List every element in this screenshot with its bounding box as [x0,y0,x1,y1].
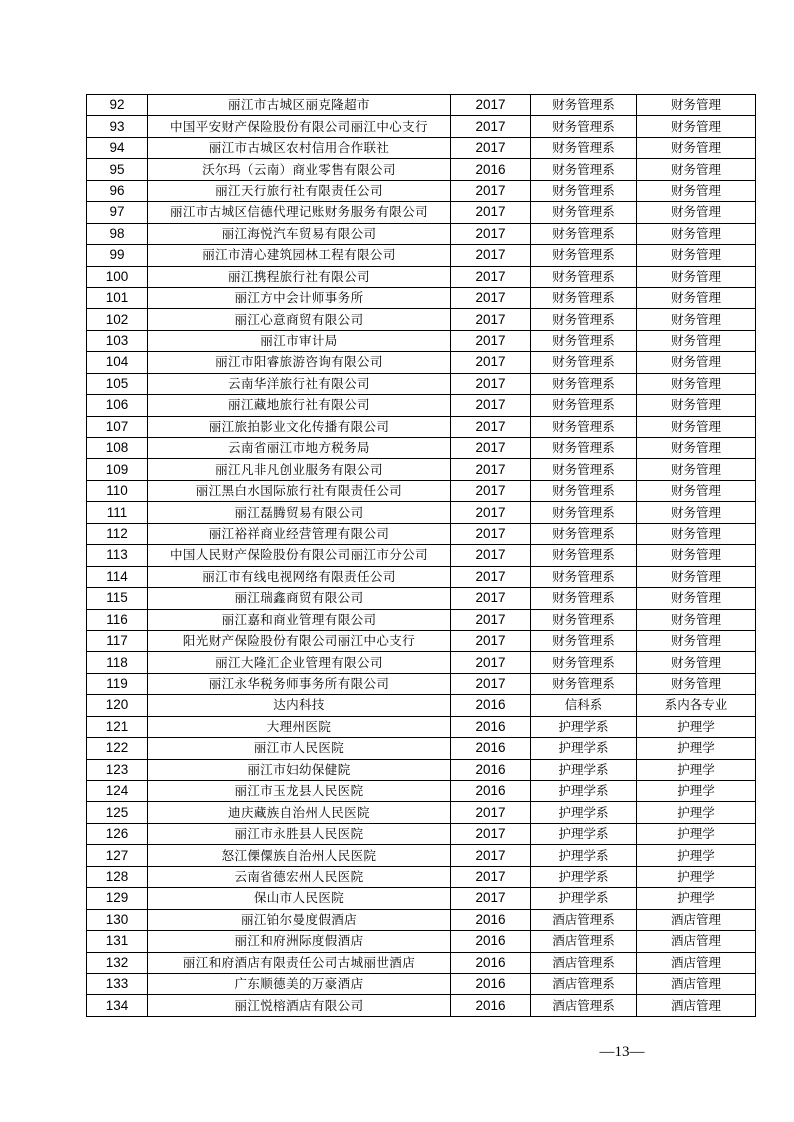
year-cell: 2017 [451,823,531,844]
unit-name-cell: 丽江裕祥商业经营管理有限公司 [148,523,451,544]
year-cell: 2017 [451,223,531,244]
row-number-cell: 94 [87,137,148,158]
year-cell: 2017 [451,566,531,587]
year-cell: 2017 [451,588,531,609]
table-row [87,438,756,459]
row-number-cell: 96 [87,180,148,201]
year-cell: 2017 [451,523,531,544]
year-cell: 2017 [451,416,531,437]
department-cell: 财务管理系 [531,523,637,544]
department-cell: 财务管理系 [531,416,637,437]
department-cell: 护理学系 [531,802,637,823]
unit-name-cell: 丽江市永胜县人民医院 [148,823,451,844]
major-cell: 酒店管理 [637,931,756,952]
row-number-cell: 123 [87,759,148,780]
unit-name-cell: 丽江方中会计师事务所 [148,287,451,308]
department-cell: 财务管理系 [531,116,637,137]
unit-name-cell: 云南华洋旅行社有限公司 [148,373,451,394]
table-row [87,609,756,630]
row-number-cell: 110 [87,480,148,501]
row-number-cell: 97 [87,202,148,223]
unit-name-cell: 丽江心意商贸有限公司 [148,309,451,330]
year-cell: 2017 [451,309,531,330]
department-cell: 财务管理系 [531,95,637,116]
year-cell: 2016 [451,716,531,737]
row-number-cell: 125 [87,802,148,823]
department-cell: 财务管理系 [531,287,637,308]
major-cell: 财务管理 [637,438,756,459]
unit-name-cell: 中国人民财产保险股份有限公司丽江市分公司 [148,545,451,566]
major-cell: 财务管理 [637,502,756,523]
department-cell: 护理学系 [531,738,637,759]
year-cell: 2017 [451,545,531,566]
row-number-cell: 133 [87,973,148,994]
department-cell: 护理学系 [531,845,637,866]
table-row [87,373,756,394]
table-row [87,352,756,373]
unit-name-cell: 丽江和府洲际度假酒店 [148,931,451,952]
table-row [87,223,756,244]
table-row [87,266,756,287]
year-cell: 2016 [451,952,531,973]
year-cell: 2017 [451,609,531,630]
unit-name-cell: 迪庆藏族自治州人民医院 [148,802,451,823]
year-cell: 2017 [451,137,531,158]
row-number-cell: 124 [87,781,148,802]
year-cell: 2016 [451,738,531,759]
table-row [87,909,756,930]
unit-name-cell: 丽江旅拍影业文化传播有限公司 [148,416,451,437]
year-cell: 2016 [451,759,531,780]
unit-name-cell: 丽江市妇幼保健院 [148,759,451,780]
page-number: —13— [599,1044,645,1060]
department-cell: 财务管理系 [531,180,637,201]
table-row [87,888,756,909]
department-cell: 财务管理系 [531,480,637,501]
unit-name-cell: 丽江黑白水国际旅行社有限责任公司 [148,480,451,501]
table-row [87,480,756,501]
table-row [87,566,756,587]
major-cell: 护理学 [637,802,756,823]
row-number-cell: 117 [87,630,148,651]
unit-name-cell: 中国平安财产保险股份有限公司丽江中心支行 [148,116,451,137]
table-row [87,202,756,223]
major-cell: 财务管理 [637,395,756,416]
row-number-cell: 99 [87,245,148,266]
year-cell: 2017 [451,845,531,866]
year-cell: 2017 [451,330,531,351]
table-row [87,137,756,158]
table-row [87,523,756,544]
department-cell: 护理学系 [531,716,637,737]
year-cell: 2017 [451,352,531,373]
unit-name-cell: 丽江凡非凡创业服务有限公司 [148,459,451,480]
major-cell: 财务管理 [637,202,756,223]
major-cell: 财务管理 [637,95,756,116]
table-row [87,180,756,201]
major-cell: 财务管理 [637,673,756,694]
year-cell: 2016 [451,781,531,802]
major-cell: 护理学 [637,738,756,759]
unit-name-cell: 丽江市阳睿旅游咨询有限公司 [148,352,451,373]
major-cell: 酒店管理 [637,909,756,930]
major-cell: 财务管理 [637,330,756,351]
year-cell: 2017 [451,202,531,223]
major-cell: 财务管理 [637,223,756,244]
major-cell: 财务管理 [637,545,756,566]
major-cell: 护理学 [637,781,756,802]
major-cell: 财务管理 [637,588,756,609]
department-cell: 财务管理系 [531,588,637,609]
department-cell: 酒店管理系 [531,995,637,1016]
unit-name-cell: 丽江市古城区丽克隆超市 [148,95,451,116]
row-number-cell: 106 [87,395,148,416]
row-number-cell: 131 [87,931,148,952]
unit-name-cell: 丽江市人民医院 [148,738,451,759]
major-cell: 财务管理 [637,352,756,373]
unit-name-cell: 丽江携程旅行社有限公司 [148,266,451,287]
major-cell: 酒店管理 [637,973,756,994]
major-cell: 酒店管理 [637,952,756,973]
unit-name-cell: 丽江大隆汇企业管理有限公司 [148,652,451,673]
major-cell: 财务管理 [637,159,756,180]
row-number-cell: 100 [87,266,148,287]
year-cell: 2017 [451,287,531,308]
unit-name-cell: 怒江傈僳族自治州人民医院 [148,845,451,866]
row-number-cell: 118 [87,652,148,673]
department-cell: 护理学系 [531,866,637,887]
major-cell: 财务管理 [637,245,756,266]
year-cell: 2017 [451,266,531,287]
row-number-cell: 126 [87,823,148,844]
department-cell: 护理学系 [531,781,637,802]
unit-name-cell: 保山市人民医院 [148,888,451,909]
major-cell: 护理学 [637,888,756,909]
major-cell: 护理学 [637,716,756,737]
department-cell: 财务管理系 [531,352,637,373]
row-number-cell: 113 [87,545,148,566]
table-row [87,545,756,566]
unit-name-cell: 丽江市有线电视网络有限责任公司 [148,566,451,587]
row-number-cell: 122 [87,738,148,759]
row-number-cell: 121 [87,716,148,737]
table-row [87,309,756,330]
department-cell: 财务管理系 [531,245,637,266]
unit-name-cell: 丽江天行旅行社有限责任公司 [148,180,451,201]
table-row [87,287,756,308]
department-cell: 财务管理系 [531,159,637,180]
department-cell: 财务管理系 [531,330,637,351]
row-number-cell: 92 [87,95,148,116]
major-cell: 财务管理 [637,287,756,308]
table-row [87,695,756,716]
table-row [87,845,756,866]
table-row [87,823,756,844]
row-number-cell: 103 [87,330,148,351]
department-cell: 酒店管理系 [531,909,637,930]
department-cell: 护理学系 [531,759,637,780]
table-row [87,330,756,351]
table-row [87,116,756,137]
year-cell: 2017 [451,866,531,887]
unit-name-cell: 广东顺德美的万豪酒店 [148,973,451,994]
row-number-cell: 102 [87,309,148,330]
unit-name-cell: 丽江嘉和商业管理有限公司 [148,609,451,630]
major-cell: 财务管理 [637,523,756,544]
table-row [87,781,756,802]
year-cell: 2017 [451,673,531,694]
unit-name-cell: 丽江铂尔曼度假酒店 [148,909,451,930]
row-number-cell: 129 [87,888,148,909]
table-body [87,95,756,1017]
row-number-cell: 105 [87,373,148,394]
year-cell: 2017 [451,480,531,501]
major-cell: 财务管理 [637,459,756,480]
table-row [87,416,756,437]
unit-name-cell: 丽江永华税务师事务所有限公司 [148,673,451,694]
table-row [87,973,756,994]
table-row [87,952,756,973]
row-number-cell: 93 [87,116,148,137]
year-cell: 2016 [451,973,531,994]
unit-name-cell: 阳光财产保险股份有限公司丽江中心支行 [148,630,451,651]
row-number-cell: 95 [87,159,148,180]
department-cell: 财务管理系 [531,438,637,459]
unit-name-cell: 丽江海悦汽车贸易有限公司 [148,223,451,244]
department-cell: 财务管理系 [531,459,637,480]
unit-name-cell: 达内科技 [148,695,451,716]
table-row [87,245,756,266]
table-row [87,588,756,609]
department-cell: 财务管理系 [531,566,637,587]
unit-name-cell: 丽江瑞鑫商贸有限公司 [148,588,451,609]
major-cell: 财务管理 [637,137,756,158]
unit-name-cell: 丽江市清心建筑园林工程有限公司 [148,245,451,266]
unit-name-cell: 丽江市审计局 [148,330,451,351]
year-cell: 2017 [451,802,531,823]
department-cell: 护理学系 [531,888,637,909]
table-row [87,931,756,952]
year-cell: 2016 [451,159,531,180]
year-cell: 2017 [451,395,531,416]
department-cell: 财务管理系 [531,673,637,694]
major-cell: 财务管理 [637,652,756,673]
unit-name-cell: 大理州医院 [148,716,451,737]
department-cell: 财务管理系 [531,630,637,651]
department-cell: 酒店管理系 [531,952,637,973]
year-cell: 2017 [451,630,531,651]
table-row [87,459,756,480]
partner-units-table-container [86,94,755,1017]
major-cell: 财务管理 [637,373,756,394]
table-row [87,738,756,759]
year-cell: 2016 [451,995,531,1016]
major-cell: 财务管理 [637,180,756,201]
unit-name-cell: 丽江市古城区农村信用合作联社 [148,137,451,158]
major-cell: 财务管理 [637,609,756,630]
department-cell: 财务管理系 [531,502,637,523]
row-number-cell: 127 [87,845,148,866]
table-row [87,759,756,780]
major-cell: 财务管理 [637,630,756,651]
row-number-cell: 116 [87,609,148,630]
year-cell: 2017 [451,245,531,266]
row-number-cell: 134 [87,995,148,1016]
unit-name-cell: 丽江磊腾贸易有限公司 [148,502,451,523]
department-cell: 财务管理系 [531,652,637,673]
row-number-cell: 109 [87,459,148,480]
major-cell: 财务管理 [637,416,756,437]
table-row [87,866,756,887]
year-cell: 2017 [451,438,531,459]
table-row [87,802,756,823]
unit-name-cell: 丽江藏地旅行社有限公司 [148,395,451,416]
row-number-cell: 130 [87,909,148,930]
year-cell: 2017 [451,95,531,116]
unit-name-cell: 丽江市古城区信德代理记账财务服务有限公司 [148,202,451,223]
major-cell: 护理学 [637,866,756,887]
major-cell: 系内各专业 [637,695,756,716]
row-number-cell: 128 [87,866,148,887]
unit-name-cell: 云南省德宏州人民医院 [148,866,451,887]
year-cell: 2017 [451,373,531,394]
department-cell: 财务管理系 [531,609,637,630]
major-cell: 护理学 [637,823,756,844]
row-number-cell: 114 [87,566,148,587]
year-cell: 2017 [451,459,531,480]
table-row [87,502,756,523]
table-row [87,95,756,116]
department-cell: 财务管理系 [531,309,637,330]
year-cell: 2017 [451,180,531,201]
year-cell: 2017 [451,116,531,137]
unit-name-cell: 沃尔玛（云南）商业零售有限公司 [148,159,451,180]
year-cell: 2017 [451,652,531,673]
major-cell: 财务管理 [637,116,756,137]
department-cell: 酒店管理系 [531,931,637,952]
major-cell: 财务管理 [637,480,756,501]
year-cell: 2016 [451,695,531,716]
major-cell: 财务管理 [637,566,756,587]
table-row [87,630,756,651]
department-cell: 财务管理系 [531,373,637,394]
department-cell: 财务管理系 [531,266,637,287]
row-number-cell: 112 [87,523,148,544]
unit-name-cell: 丽江市玉龙县人民医院 [148,781,451,802]
department-cell: 财务管理系 [531,137,637,158]
table-row [87,159,756,180]
major-cell: 财务管理 [637,309,756,330]
year-cell: 2016 [451,909,531,930]
row-number-cell: 115 [87,588,148,609]
department-cell: 酒店管理系 [531,973,637,994]
department-cell: 财务管理系 [531,202,637,223]
unit-name-cell: 丽江和府酒店有限责任公司古城丽世酒店 [148,952,451,973]
row-number-cell: 132 [87,952,148,973]
department-cell: 财务管理系 [531,395,637,416]
table-row [87,716,756,737]
table-row [87,395,756,416]
table-row [87,673,756,694]
major-cell: 财务管理 [637,266,756,287]
year-cell: 2016 [451,931,531,952]
department-cell: 信科系 [531,695,637,716]
department-cell: 护理学系 [531,823,637,844]
table-row [87,652,756,673]
department-cell: 财务管理系 [531,223,637,244]
year-cell: 2017 [451,502,531,523]
row-number-cell: 108 [87,438,148,459]
department-cell: 财务管理系 [531,545,637,566]
row-number-cell: 107 [87,416,148,437]
unit-name-cell: 丽江悦榕酒店有限公司 [148,995,451,1016]
unit-name-cell: 云南省丽江市地方税务局 [148,438,451,459]
row-number-cell: 120 [87,695,148,716]
row-number-cell: 101 [87,287,148,308]
table-row [87,995,756,1016]
row-number-cell: 98 [87,223,148,244]
year-cell: 2017 [451,888,531,909]
row-number-cell: 119 [87,673,148,694]
major-cell: 酒店管理 [637,995,756,1016]
row-number-cell: 111 [87,502,148,523]
major-cell: 护理学 [637,759,756,780]
row-number-cell: 104 [87,352,148,373]
major-cell: 护理学 [637,845,756,866]
partner-units-table [86,94,756,1017]
